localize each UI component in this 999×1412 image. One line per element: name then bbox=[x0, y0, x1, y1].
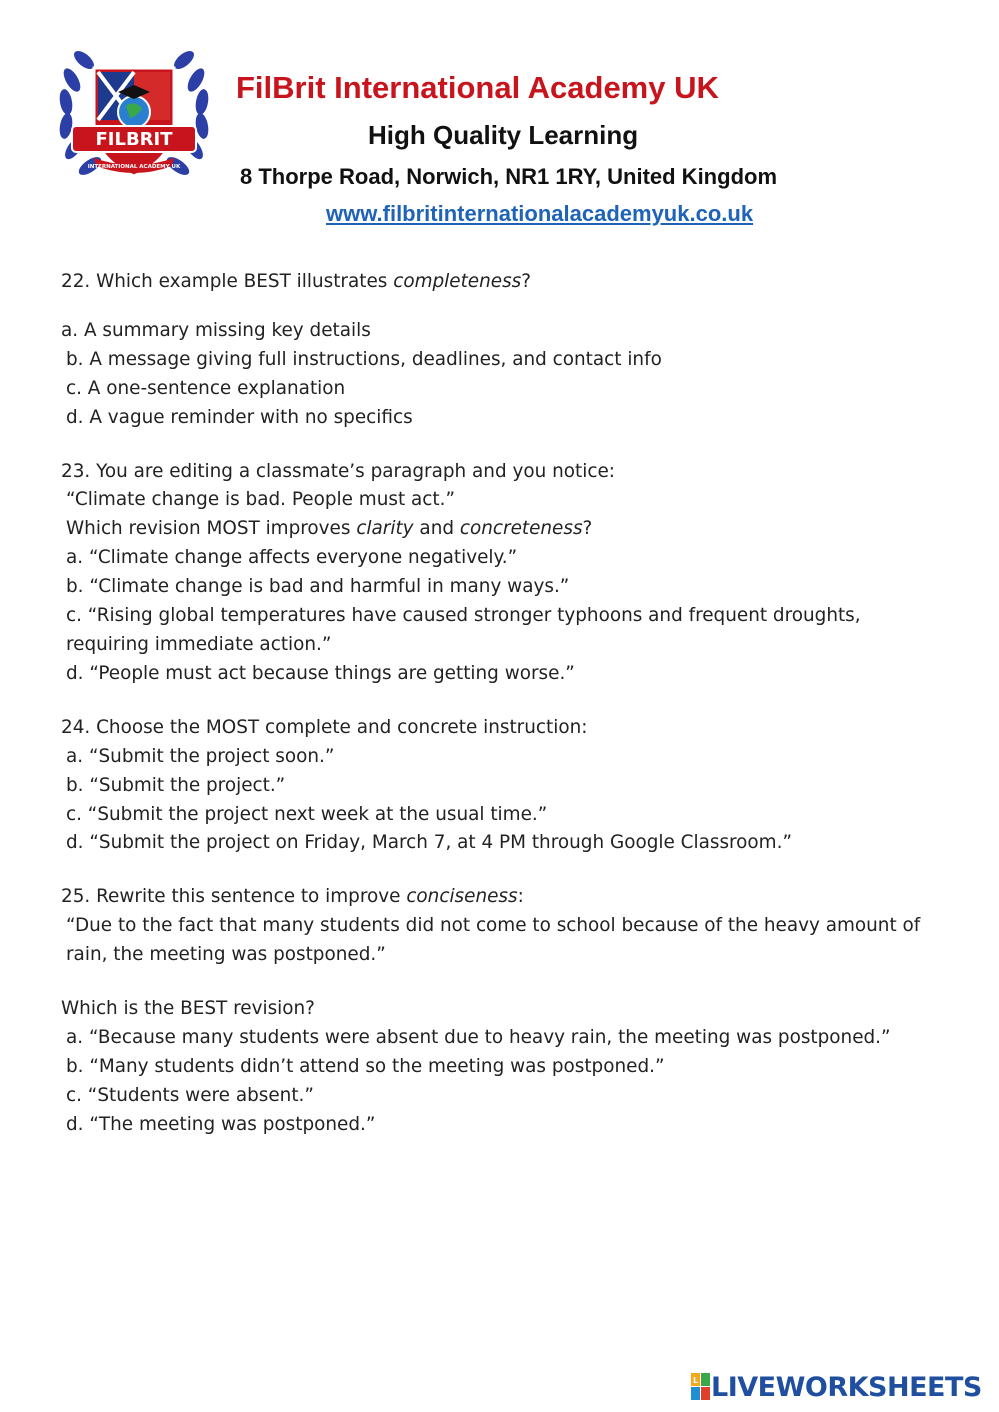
school-website-link[interactable]: www.filbritinternationalacademyuk.co.uk bbox=[326, 201, 754, 226]
question-25 bbox=[61, 883, 931, 970]
q25-option-b: b. “Many students didn’t attend so the meeting was postponed.” bbox=[66, 1055, 665, 1077]
q24-option-a: a. “Submit the project soon.” bbox=[66, 745, 335, 767]
q23-ask: Which revision MOST improves clarity and concreteness? bbox=[66, 518, 593, 540]
worksheet-questions bbox=[61, 268, 931, 1165]
q23-quote: “Climate change is bad. People must act.” bbox=[66, 489, 455, 511]
q24-stem: 24. Choose the MOST complete and concrete instruction: bbox=[61, 716, 588, 738]
academy-logo bbox=[56, 40, 212, 192]
q22-option-b: b. A message giving full instructions, deadlines, and contact info bbox=[66, 348, 662, 370]
question-25-options bbox=[61, 995, 931, 1140]
q25-stem: 25. Rewrite this sentence to improve conciseness: bbox=[61, 886, 524, 908]
q25-ask: Which is the BEST revision? bbox=[61, 998, 315, 1020]
q22-option-c: c. A one-sentence explanation bbox=[66, 377, 346, 399]
q23-stem: 23. You are editing a classmate’s paragraph and you notice: bbox=[61, 460, 615, 482]
question-22-stem: 22. Which example BEST illustrates completeness? bbox=[61, 271, 532, 292]
question-24 bbox=[61, 714, 931, 859]
liveworksheets-logo-icon bbox=[691, 1373, 711, 1401]
liveworksheets-brand bbox=[691, 1370, 982, 1404]
q24-option-b: b. “Submit the project.” bbox=[66, 774, 286, 796]
school-tagline: High Quality Learning bbox=[368, 120, 639, 150]
q25-option-d: d. “The meeting was postponed.” bbox=[66, 1113, 376, 1135]
q23-option-d: d. “People must act because things are getting worse.” bbox=[66, 662, 575, 684]
school-address: 8 Thorpe Road, Norwich, NR1 1RY, United Kingdom bbox=[240, 164, 778, 189]
brand-name: LIVEWORKSHEETS bbox=[711, 1371, 982, 1403]
q25-option-c: c. “Students were absent.” bbox=[66, 1084, 314, 1106]
q23-option-c: c. “Rising global temperatures have caused stronger typhoons and frequent droughts, requiring immediate action.” bbox=[66, 605, 861, 655]
q24-option-c: c. “Submit the project next week at the usual time.” bbox=[66, 803, 548, 825]
school-name: FilBrit International Academy UK bbox=[236, 70, 719, 105]
q25-option-a: a. “Because many students were absent due to heavy rain, the meeting was postponed.” bbox=[66, 1026, 891, 1048]
q22-option-a: a. A summary missing key details bbox=[61, 319, 371, 341]
brand-mark-text: L bbox=[692, 1376, 699, 1385]
q23-option-b: b. “Climate change is bad and harmful in many ways.” bbox=[66, 576, 570, 598]
question-22-options bbox=[61, 317, 931, 433]
q24-option-d: d. “Submit the project on Friday, March 7, at 4 PM through Google Classroom.” bbox=[66, 832, 792, 854]
question-23 bbox=[61, 458, 931, 689]
q22-term: completeness bbox=[393, 271, 522, 292]
logo-text: FILBRIT bbox=[95, 129, 173, 150]
logo-subtext: INTERNATIONAL ACADEMY UK bbox=[87, 164, 181, 170]
q23-option-a: a. “Climate change affects everyone negatively.” bbox=[66, 547, 518, 569]
q25-quote: “Due to the fact that many students did not come to school because of the heavy amount of rain, the meeting was postponed.” bbox=[66, 915, 921, 966]
q22-option-d: d. A vague reminder with no specifics bbox=[66, 406, 413, 428]
